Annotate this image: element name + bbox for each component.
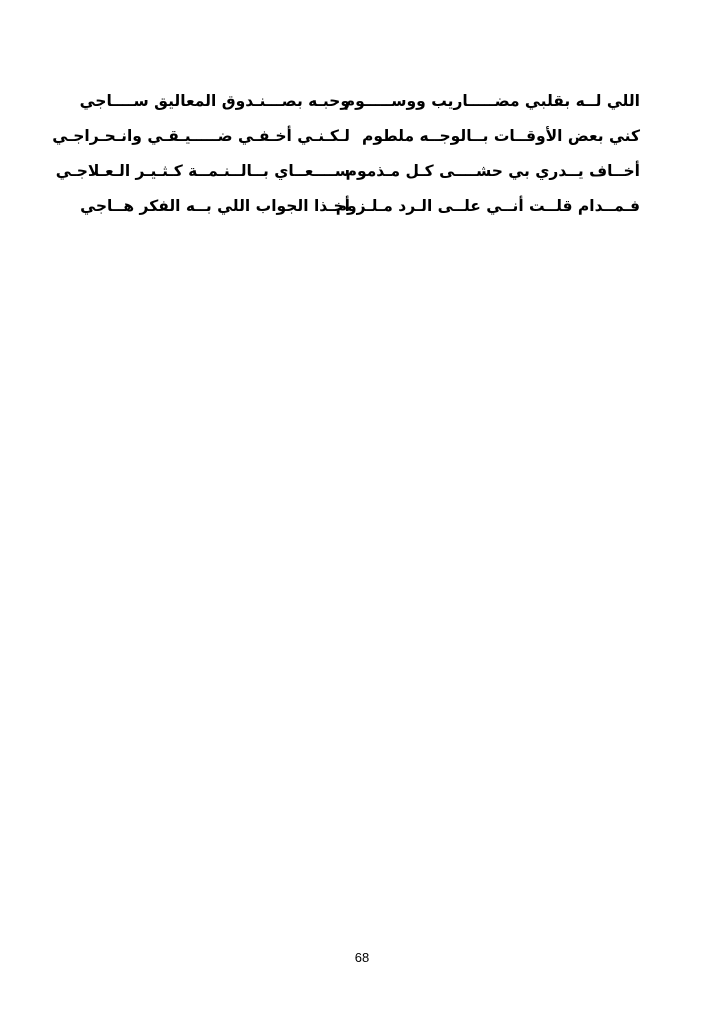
verse-2: [52, 119, 640, 154]
page-number: 68: [354, 950, 370, 965]
verse-2-first-hemistich: كني بعض الأوقــات بــالوجــه ملطوم: [362, 126, 640, 145]
verse-3-first-hemistich: أخــاف يــدري بي حشــــى كـل مـذموم: [345, 161, 640, 180]
verse-4: [80, 189, 640, 224]
verse-1-second-hemistich: وحبـه بصـــنـدوق المعاليق ســــاجي: [79, 91, 350, 110]
verse-3-second-hemistich: ســــعــاي بــالــنـمــة كـثـيـر الـعـلاجـي: [55, 161, 350, 180]
verse-1: [79, 84, 640, 119]
verse-3: [55, 154, 640, 189]
verse-4-second-hemistich: أخـذا الجواب اللي بــه الفكر هــاجي: [80, 196, 350, 215]
verse-2-second-hemistich: لـكـنـي أخـفـي ضـــــيـقـي وانـحـراجـي: [52, 126, 350, 145]
verse-1-first-hemistich: اللي لــه بقلبي مضـــــاريب ووســـــوم: [343, 91, 640, 110]
verse-4-first-hemistich: فـمــدام قلــت أنــي علــى الـرد مـلـزوم: [335, 196, 640, 215]
poem: [52, 84, 640, 224]
